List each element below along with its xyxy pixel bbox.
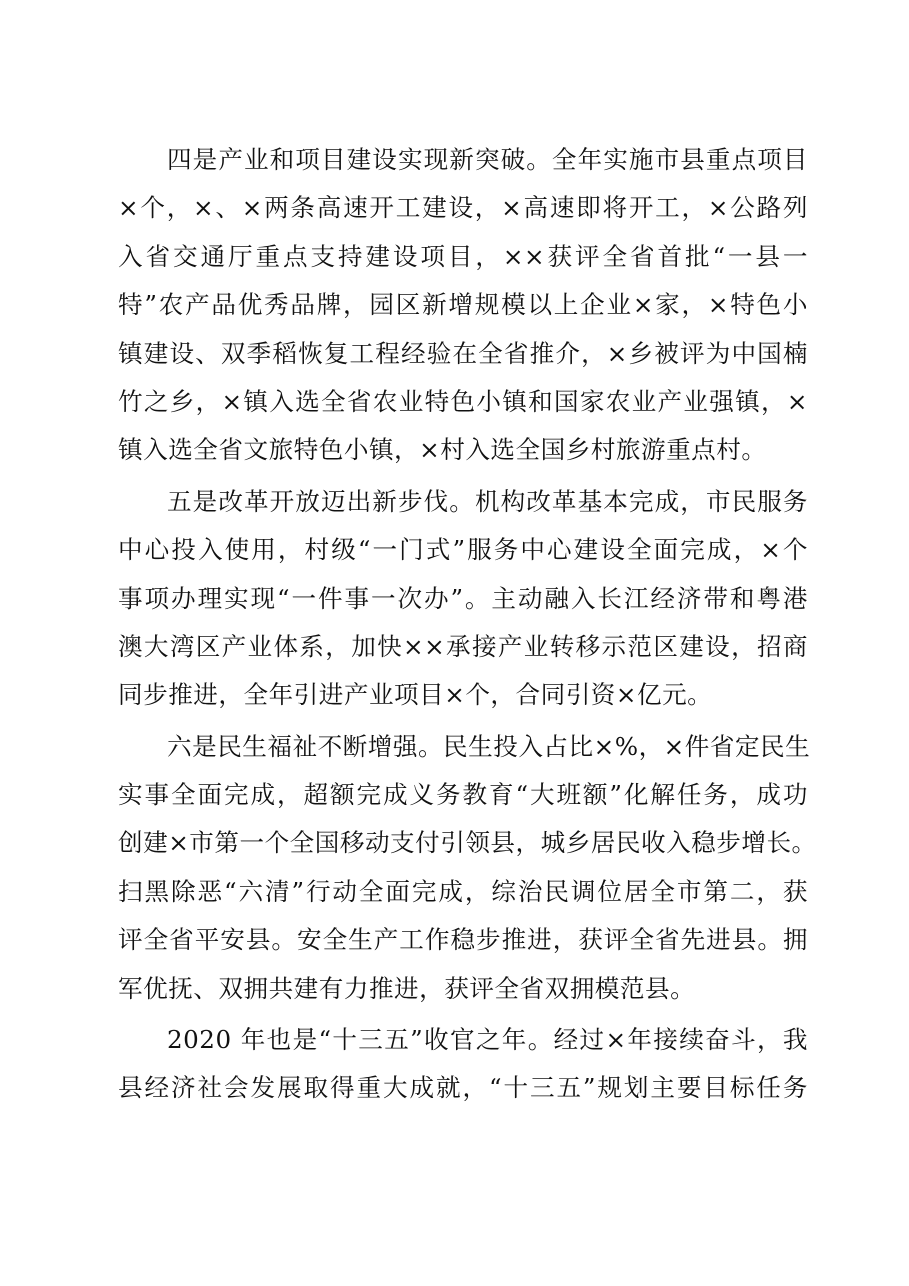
paragraph-thirteenth-five-year: [118, 1016, 808, 1113]
text-line: 入省交通厅重点支持建设项目，××获评全省首批“一县一: [118, 241, 808, 271]
text-line: 军优抚、双拥共建有力推进，获评全省双拥模范县。: [118, 973, 696, 1003]
text-line: 同步推进，全年引进产业项目×个，合同引资×亿元。: [118, 680, 713, 710]
text-line: 县经济社会发展取得重大成就，“十三五”规划主要目标任务: [118, 1073, 808, 1103]
text-line: 中心投入使用，村级“一门式”服务中心建设全面完成，×个: [118, 535, 808, 565]
text-line: 特”农产品优秀品牌，园区新增规模以上企业×家，×特色小: [118, 290, 808, 320]
text-line: 五是改革开放迈出新步伐。机构改革基本完成，市民服务: [167, 486, 808, 516]
paragraph-livelihood: [118, 723, 817, 1013]
text-line: 澳大湾区产业体系，加快××承接产业转移示范区建设，招商: [118, 631, 808, 661]
paragraph-reform-opening: [118, 478, 808, 720]
text-line: 扫黑除恶“六清”行动全面完成，综治民调位居全市第二，获: [118, 876, 808, 906]
text-line: 镇建设、双季稻恢复工程经验在全省推介，×乡被评为中国楠: [118, 338, 808, 368]
text-line: 事项办理实现“一件事一次办”。主动融入长江经济带和粤港: [118, 583, 808, 613]
text-line: 四是产业和项目建设实现新突破。全年实施市县重点项目: [167, 145, 808, 174]
document-body: [118, 136, 817, 1113]
text-line: ×个，×、×两条高速开工建设，×高速即将开工，×公路列: [118, 193, 808, 223]
text-line: 六是民生福祉不断增强。民生投入占比×%，×件省定民生: [167, 731, 811, 761]
paragraph-industry-projects: [118, 136, 808, 475]
text-line: 镇入选全省文旅特色小镇，×村入选全国乡村旅游重点村。: [118, 435, 767, 465]
text-line: 竹之乡，×镇入选全省农业特色小镇和国家农业产业强镇，×: [118, 386, 808, 416]
text-line: 实事全面完成，超额完成义务教育“大班额”化解任务，成功: [118, 780, 808, 810]
text-line: 创建×市第一个全国移动支付引领县，城乡居民收入稳步增长。: [118, 828, 817, 858]
text-line: 2020 年也是“十三五”收官之年。经过×年接续奋斗，我: [167, 1025, 808, 1055]
text-line: 评全省平安县。安全生产工作稳步推进，获评全省先进县。拥: [118, 925, 808, 955]
